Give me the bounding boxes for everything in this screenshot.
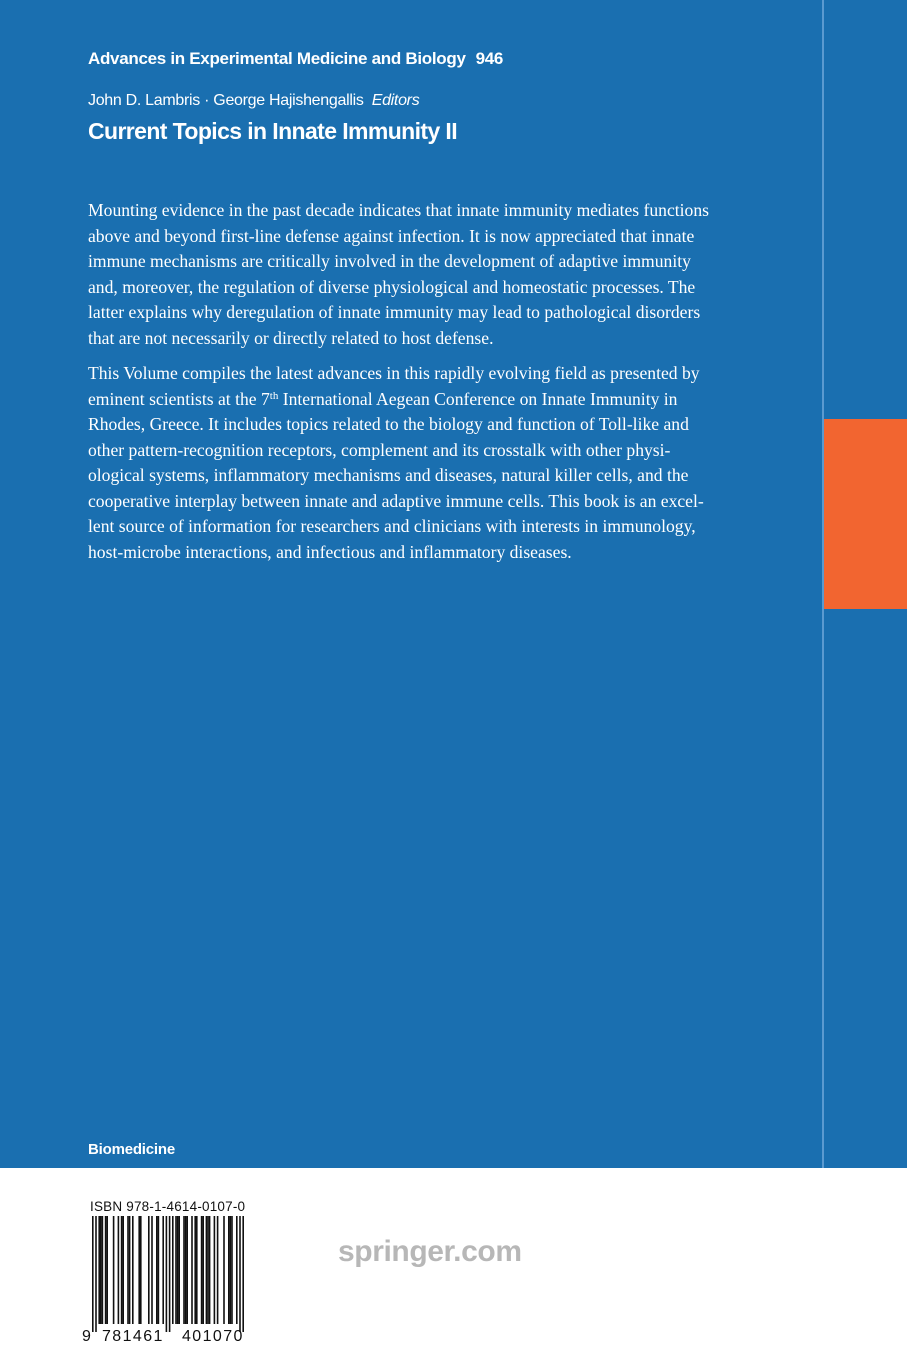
blurb-line: This Volume compiles the latest advances in this rapidly evolving field as presented by [88,363,700,383]
barcode-bar [92,1216,94,1332]
series-volume: 946 [475,49,504,68]
barcode-bar [185,1216,187,1324]
blurb-line: immune mechanisms are critically involved in the development of adaptive immunity [88,251,691,271]
blurb-line: Rhodes, Greece. It includes topics related to the biology and function of Toll-like and [88,414,689,434]
barcode-bar [223,1216,225,1324]
blurb-line: above and beyond first-line defense against infection. It is now appreciated that innate [88,225,695,246]
barcode-bar [151,1216,153,1324]
blurb-line: and, moreover, the regulation of diverse physiological and homeostatic processes. The [88,276,696,297]
barcode-bar [206,1216,208,1324]
barcode-bar [242,1216,244,1332]
barcode-bar [217,1216,219,1324]
blurb-text: eminent scientists at the 7 [88,388,270,409]
barcode-bar [194,1216,196,1324]
subject-category: Biomedicine [88,1141,175,1158]
blurb [88,198,788,575]
blurb-line: Mounting evidence in the past decade indicates that innate immunity mediates functions [88,200,709,220]
barcode-bar [172,1216,174,1324]
barcode-bar [102,1216,104,1324]
barcode-bar [230,1216,232,1324]
barcode-bar [156,1216,158,1324]
barcode-bar [122,1216,124,1324]
blurb-line [88,387,788,413]
spine-color-tab [824,419,907,609]
barcode-bar [98,1216,100,1324]
barcode-bar [95,1216,97,1332]
barcode-bar [231,1216,233,1324]
barcode-bar [105,1216,107,1324]
barcode-bar [178,1216,180,1324]
blurb-line: latter explains why deregulation of innate immunity may lead to pathological disorders [88,302,701,322]
barcode-left-digits: 781461 [102,1328,164,1345]
barcode-bar [239,1216,241,1332]
barcode-right-digits: 401070 [182,1328,244,1345]
blurb-line: other pattern-recognition receptors, complement and its crosstalk with other physi- [88,439,671,460]
series-name: Advances in Experimental Medicine and Biology [88,49,466,68]
barcode-bar [138,1216,140,1324]
blurb-line: that are not necessarily or directly related to host defense. [88,327,494,348]
barcode-bar [228,1216,230,1324]
editor-names: John D. Lambris · George Hajishengallis [88,92,364,109]
publisher-website: springer.com [338,1235,522,1268]
editors-line [88,92,419,110]
barcode-bar [169,1216,171,1332]
barcode-bar [191,1216,193,1324]
barcode-bar [202,1216,204,1324]
barcode-bar [113,1216,115,1324]
barcode-bar [140,1216,142,1324]
barcode-bar [177,1216,179,1324]
barcode-bar [214,1216,216,1324]
blurb-line: cooperative interplay between innate and adaptive immune cells. This book is an excel- [88,490,704,511]
blurb-line: ological systems, inflammatory mechanisms and diseases, natural killer cells, and the [88,465,689,485]
barcode-bar [129,1216,131,1324]
blurb-paragraph-1 [88,198,788,351]
series-heading [88,49,503,69]
blurb-text: International Aegean Conference on Innate Immunity in [278,388,678,409]
barcode-bar [158,1216,160,1324]
barcode-bar [207,1216,209,1324]
barcode-bar [162,1216,164,1324]
blurb-line: lent source of information for researchers and clinicians with interests in immunology, [88,516,696,536]
barcode-bar [175,1216,177,1324]
barcode-bar [106,1216,108,1324]
barcode-bar [166,1216,168,1332]
barcode-bar [121,1216,123,1324]
barcode-bar [100,1216,102,1324]
barcode-bar [127,1216,129,1324]
editors-role: Editors [371,92,420,109]
barcode-bar [148,1216,150,1324]
isbn-label: ISBN 978-1-4614-0107-0 [90,1199,246,1214]
barcode-bar [236,1216,238,1324]
barcode-bar [186,1216,188,1324]
barcode-bar [132,1216,134,1324]
barcode-bar [183,1216,185,1324]
blurb-paragraph-2 [88,361,788,565]
book-title: Current Topics in Innate Immunity II [88,118,458,144]
barcode-bar [201,1216,203,1324]
blurb-line: host-microbe interactions, and infectious and inflammatory diseases. [88,541,572,562]
ordinal-suffix: th [269,389,279,402]
barcode-bar [196,1216,198,1324]
barcode-bar [209,1216,211,1324]
isbn-barcode [84,1199,254,1347]
barcode-lead-digit: 9 [82,1328,93,1345]
barcode-bar [118,1216,120,1324]
